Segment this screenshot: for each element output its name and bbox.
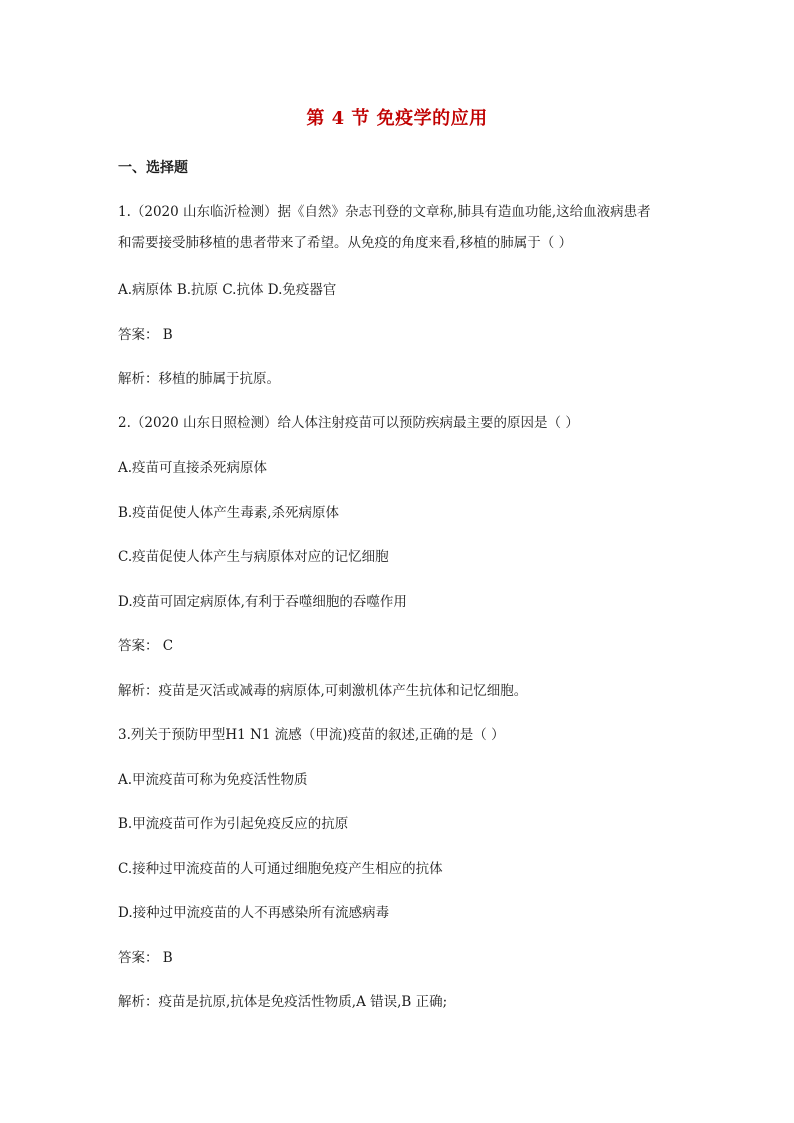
question-1-answer: 答案： B	[118, 327, 173, 343]
question-2-stem: 2.（2020 山东日照检测）给人体注射疫苗可以预防疾病最主要的原因是（ ）	[118, 415, 579, 431]
question-3-answer: 答案： B	[118, 950, 173, 966]
question-1-line-2: 和需要接受肺移植的患者带来了希望。从免疫的角度来看,移植的肺属于（ ）	[118, 235, 573, 251]
question-2-option-c: C.疫苗促使人体产生与病原体对应的记忆细胞	[118, 549, 389, 565]
question-2-explanation: 解析：疫苗是灭活或减毒的病原体,可刺激机体产生抗体和记忆细胞。	[118, 683, 528, 699]
question-3-stem: 3.列关于预防甲型H1 N1 流感（甲流)疫苗的叙述,正确的是（ ）	[118, 727, 505, 743]
question-3-explanation: 解析：疫苗是抗原,抗体是免疫活性物质,A 错误,B 正确;	[118, 994, 448, 1010]
question-3-option-c: C.接种过甲流疫苗的人可通过细胞免疫产生相应的抗体	[118, 861, 443, 877]
question-1-explanation: 解析：移植的肺属于抗原。	[118, 371, 280, 387]
question-3-option-a: A.甲流疫苗可称为免疫活性物质	[118, 772, 308, 788]
question-2-option-d: D.疫苗可固定病原体,有利于吞噬细胞的吞噬作用	[118, 594, 407, 610]
question-2-option-b: B.疫苗促使人体产生毒素,杀死病原体	[118, 505, 340, 521]
question-1-options: A.病原体 B.抗原 C.抗体 D.免疫器官	[118, 282, 337, 298]
page-title: 第 4 节 免疫学的应用	[306, 108, 488, 129]
section-heading: 一、选择题	[118, 160, 188, 176]
question-3-option-d: D.接种过甲流疫苗的人不再感染所有流感病毒	[118, 905, 390, 921]
question-1-line-1: 1.（2020 山东临沂检测）据《自然》杂志刊登的文章称,肺具有造血功能,这给血液病患者	[118, 204, 651, 220]
question-2-answer: 答案： C	[118, 638, 174, 654]
question-2-option-a: A.疫苗可直接杀死病原体	[118, 460, 268, 476]
question-3-option-b: B.甲流疫苗可作为引起免疫反应的抗原	[118, 816, 349, 832]
